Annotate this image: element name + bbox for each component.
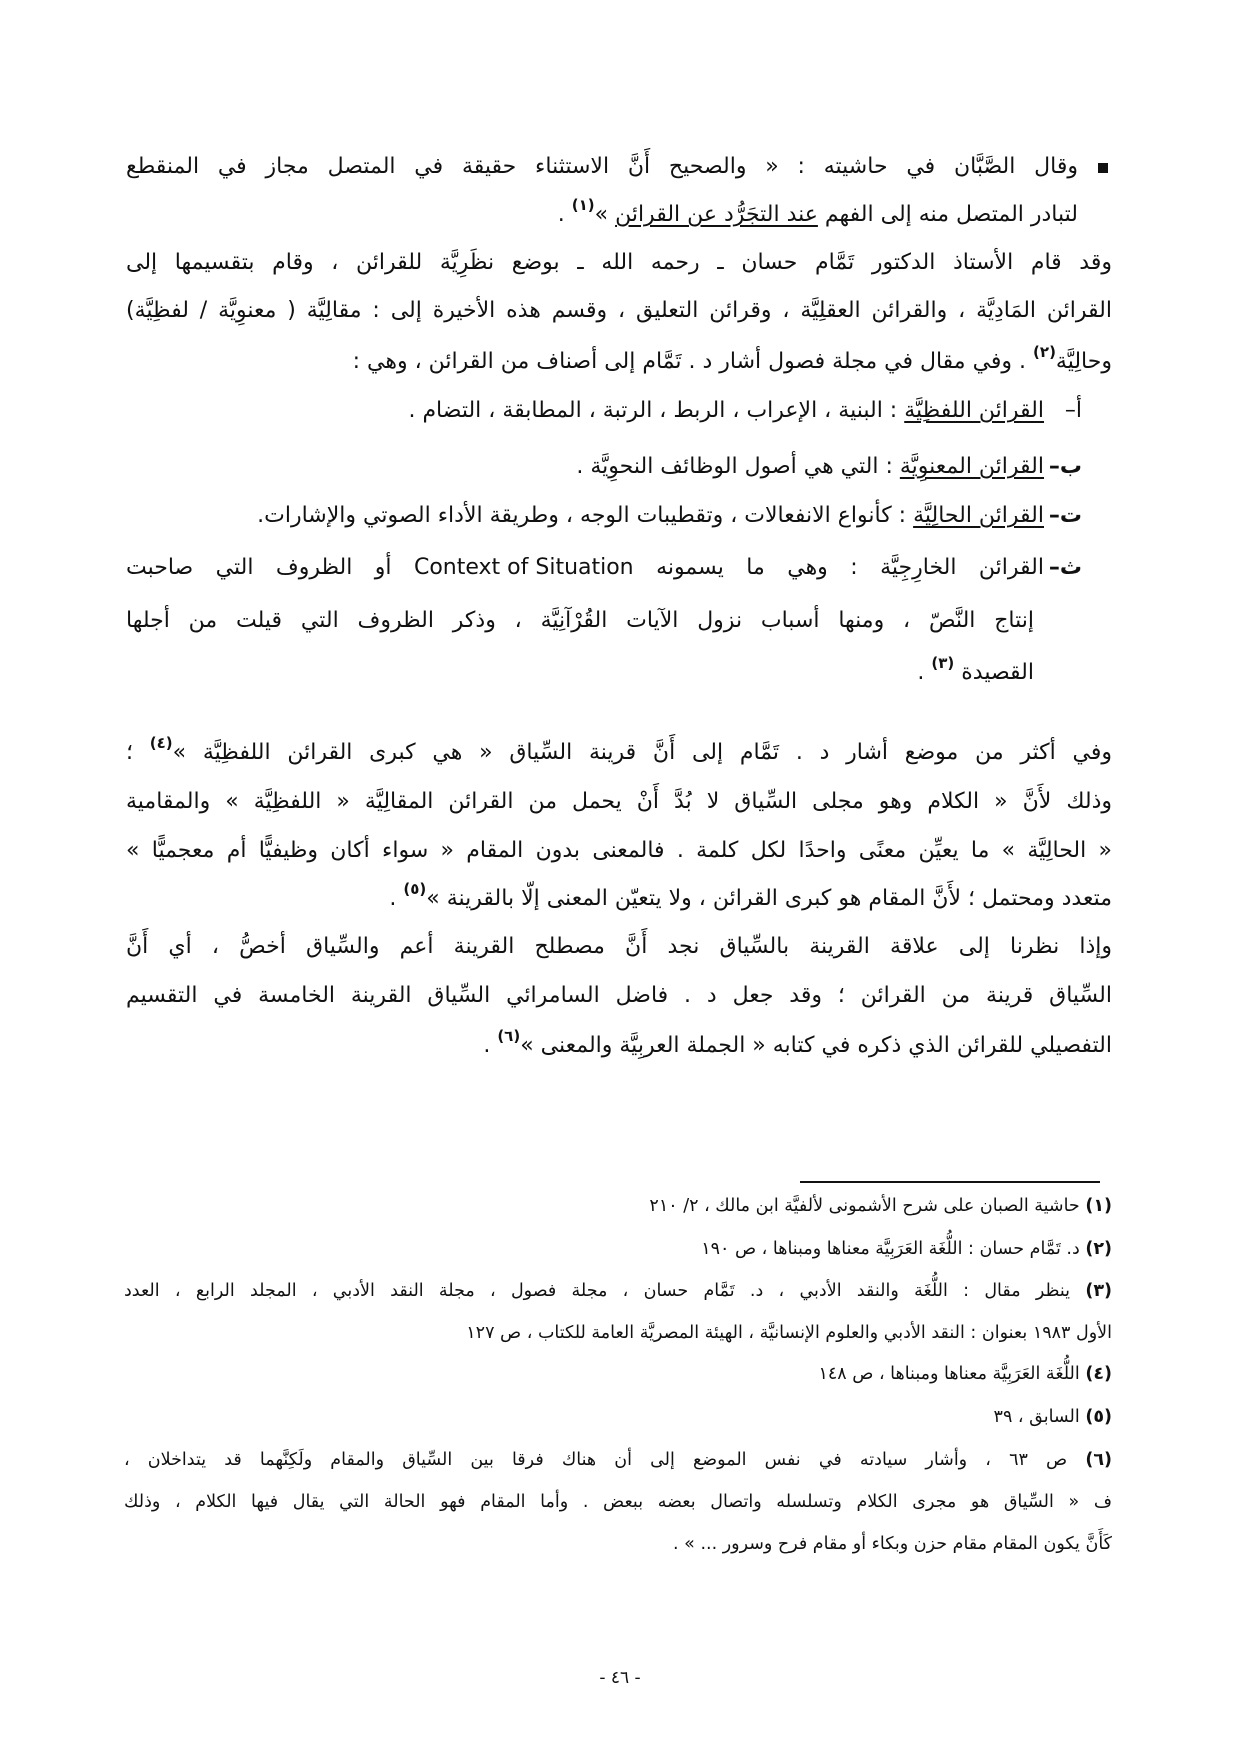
text-run: . وفي مقال في مجلة فصول أشار د . تَمَّام إلى أصناف من القرائن ، وهي : (352, 349, 1034, 374)
bullet-square (1098, 163, 1108, 173)
footnote-separator (800, 1181, 1100, 1183)
paragraph-4-line-1: وإذا نظرنا إلى علاقة القرينة بالسِّياق نجد أَنَّ مصطلح القرينة أعم والسِّياق أخصُّ ، أي أَنَّ (126, 934, 1112, 959)
footnote-number: (٥) (1085, 1407, 1112, 1427)
paragraph-3-line-1 (126, 734, 1112, 769)
footnote-1 (124, 1193, 1112, 1219)
footnote-number: (١) (1085, 1196, 1112, 1216)
footnote-6 (124, 1447, 1112, 1473)
list-item-ba (126, 452, 1082, 482)
page-number: - ٤٦ - (599, 1668, 641, 1688)
footnote-ref: (٥) (403, 880, 427, 898)
list-item-text: : التي هي أصول الوظائف النحوِيَّة . (576, 454, 900, 479)
list-marker: أ– (1064, 398, 1082, 423)
text-run: وفي أكثر من موضع أشار د . تَمَّام إلى أَنَّ قرينة السِّياق « هي كبرى القرائن اللفظِيَّة » (172, 740, 1112, 765)
list-item-tha-line-3 (126, 654, 1034, 689)
text-run: القصيدة (954, 660, 1034, 685)
paragraph-4-line-2: السِّياق قرينة من القرائن ؛ وقد جعل د . فاضل السامرائي السِّياق القرينة الخامسة في التقسيم (126, 983, 1112, 1008)
list-item-text: : وهي ما يسمونه (633, 555, 881, 580)
footnote-3 (124, 1278, 1112, 1304)
footnote-text: ص ٦٣ ، وأشار سيادته في نفس الموضع إلى أن هناك فرقا بين السِّياق والمقام ولَكِنَّهما قد يتداخلان ، (124, 1450, 1086, 1470)
paragraph-2-line-3 (126, 343, 1112, 378)
footnote-2 (124, 1236, 1112, 1262)
footnote-number: (٤) (1085, 1364, 1112, 1384)
footnote-number: (٣) (1085, 1281, 1112, 1301)
paragraph-4-line-3 (126, 1027, 1112, 1062)
list-item-text: أو الظروف التي صاحبت (126, 555, 414, 580)
text-run: متعدد ومحتمل ؛ لأَنَّ المقام هو كبرى القرائن ، ولا يتعيّن المعنى إلّا بالقرينة » (426, 886, 1112, 911)
footnote-text: حاشية الصبان على شرح الأشمونى لألفيَّة ابن مالك ، ٢/ ٢١٠ (649, 1196, 1086, 1216)
footnote-ref: (٦) (497, 1027, 521, 1045)
footnote-4 (124, 1361, 1112, 1387)
footnote-6-line-3: كَأَنَّ يكون المقام مقام حزن وبكاء أو مقام فرح وسرور ... » . (673, 1534, 1112, 1554)
footnote-3-line-2: الأول ١٩٨٣ بعنوان : النقد الأدبي والعلوم الإنسانيَّة ، الهيئة المصريَّة العامة للكتاب ، ص ١٢٧ (466, 1323, 1112, 1343)
footnote-5 (124, 1404, 1112, 1430)
list-item-label: القرائن المعنوِيَّة (899, 454, 1044, 479)
text-run: . (389, 886, 404, 911)
footnote-6-line-2: ف « السِّياق هو مجرى الكلام وتسلسله واتصال بعضه ببعض . وأما المقام فهو الحالة التي يقال فيها الكلام ، وذلك (124, 1492, 1112, 1512)
text-run: ؛ (126, 740, 150, 765)
list-item-alif (126, 396, 1082, 426)
footnote-text: د. تَمَّام حسان : اللُّغَة العَرَبِيَّة معناها ومبناها ، ص ١٩٠ (701, 1239, 1086, 1259)
footnote-ref: (١) (571, 196, 595, 214)
paragraph-1-line-2 (126, 196, 1078, 231)
english-term: Context of Situation (413, 555, 634, 580)
list-item-label: القرائن الخارِجِيَّة (880, 555, 1045, 580)
text-run: لتبادر المتصل منه إلى الفهم (817, 202, 1078, 227)
paragraph-2-line-1: وقد قام الأستاذ الدكتور تَمَّام حسان ـ رحمه الله ـ بوضع نظَرِيَّة للقرائن ، وقام بتقسيمها إلى (126, 250, 1112, 275)
text-run: . (557, 202, 572, 227)
text-run: . (917, 660, 932, 685)
paragraph-3-line-3: « الحالِيَّة » ما يعيِّن معنًى واحدًا لكل كلمة . فالمعنى بدون المقام « سواء أكان وظيفيًّا أم معجميًّا » (126, 838, 1112, 863)
footnote-number: (٦) (1085, 1450, 1112, 1470)
list-item-text: : كأنواع الانفعالات ، وتقطيبات الوجه ، وطريقة الأداء الصوتي والإشارات. (257, 503, 914, 528)
list-item-tha-line-2: إنتاج النَّصّ ، ومنها أسباب نزول الآيات القُرْآنِيَّة ، وذكر الظروف التي قيلت من أجلها (126, 608, 1034, 633)
list-item-label: القرائن اللفظِيَّة (904, 398, 1044, 423)
list-item-tha (126, 553, 1082, 583)
paragraph-1-line-1: وقال الصَّبَّان في حاشيته : « والصحيح أَنَّ الاستثناء حقيقة في المتصل مجاز في المنقطع (126, 154, 1078, 179)
footnote-text: ينظر مقال : اللُّغَة والنقد الأدبي ، د. تَمَّام حسان ، مجلة فصول ، مجلة النقد الأدبي ، المجلد الرابع ، العدد (124, 1281, 1086, 1301)
list-item-label: القرائن الحالِيَّة (913, 503, 1044, 528)
footnote-number: (٢) (1085, 1239, 1112, 1259)
list-marker: ت– (1048, 503, 1082, 528)
footnote-ref: (٣) (931, 654, 955, 672)
text-run: وحالِيَّة (1055, 349, 1112, 374)
text-run: . (483, 1033, 498, 1058)
text-run: التفصيلي للقرائن الذي ذكره في كتابه « الجملة العربِيَّة والمعنى » (520, 1033, 1112, 1058)
footnote-ref: (٤) (149, 734, 173, 752)
text-run: » (594, 202, 616, 227)
underlined-phrase: عند التجَرُّد عن القرائن (615, 202, 818, 227)
paragraph-3-line-4 (126, 880, 1112, 915)
list-item-ta (126, 501, 1082, 531)
footnote-text: السابق ، ٣٩ (993, 1407, 1086, 1427)
paragraph-2-line-2: القرائن المَادِيَّة ، والقرائن العقلِيَّة ، وقرائن التعليق ، وقسم هذه الأخيرة إلى : مقالِيَّة ( معنوِيَّة / لفظِيَّة) (126, 298, 1112, 323)
footnote-text: اللُّغَة العَرَبِيَّة معناها ومبناها ، ص ١٤٨ (818, 1364, 1086, 1384)
list-marker: ث– (1048, 555, 1083, 580)
list-marker: ب– (1048, 454, 1082, 479)
paragraph-3-line-2: وذلك لأَنَّ « الكلام وهو مجلى السِّياق لا بُدَّ أَنْ يحمل من القرائن المقالِيَّة « اللفظِيَّة » والمقامية (126, 789, 1112, 814)
list-item-text: : البنية ، الإعراب ، الربط ، الرتبة ، المطابقة ، التضام . (408, 398, 905, 423)
footnote-ref: (٢) (1033, 343, 1056, 361)
